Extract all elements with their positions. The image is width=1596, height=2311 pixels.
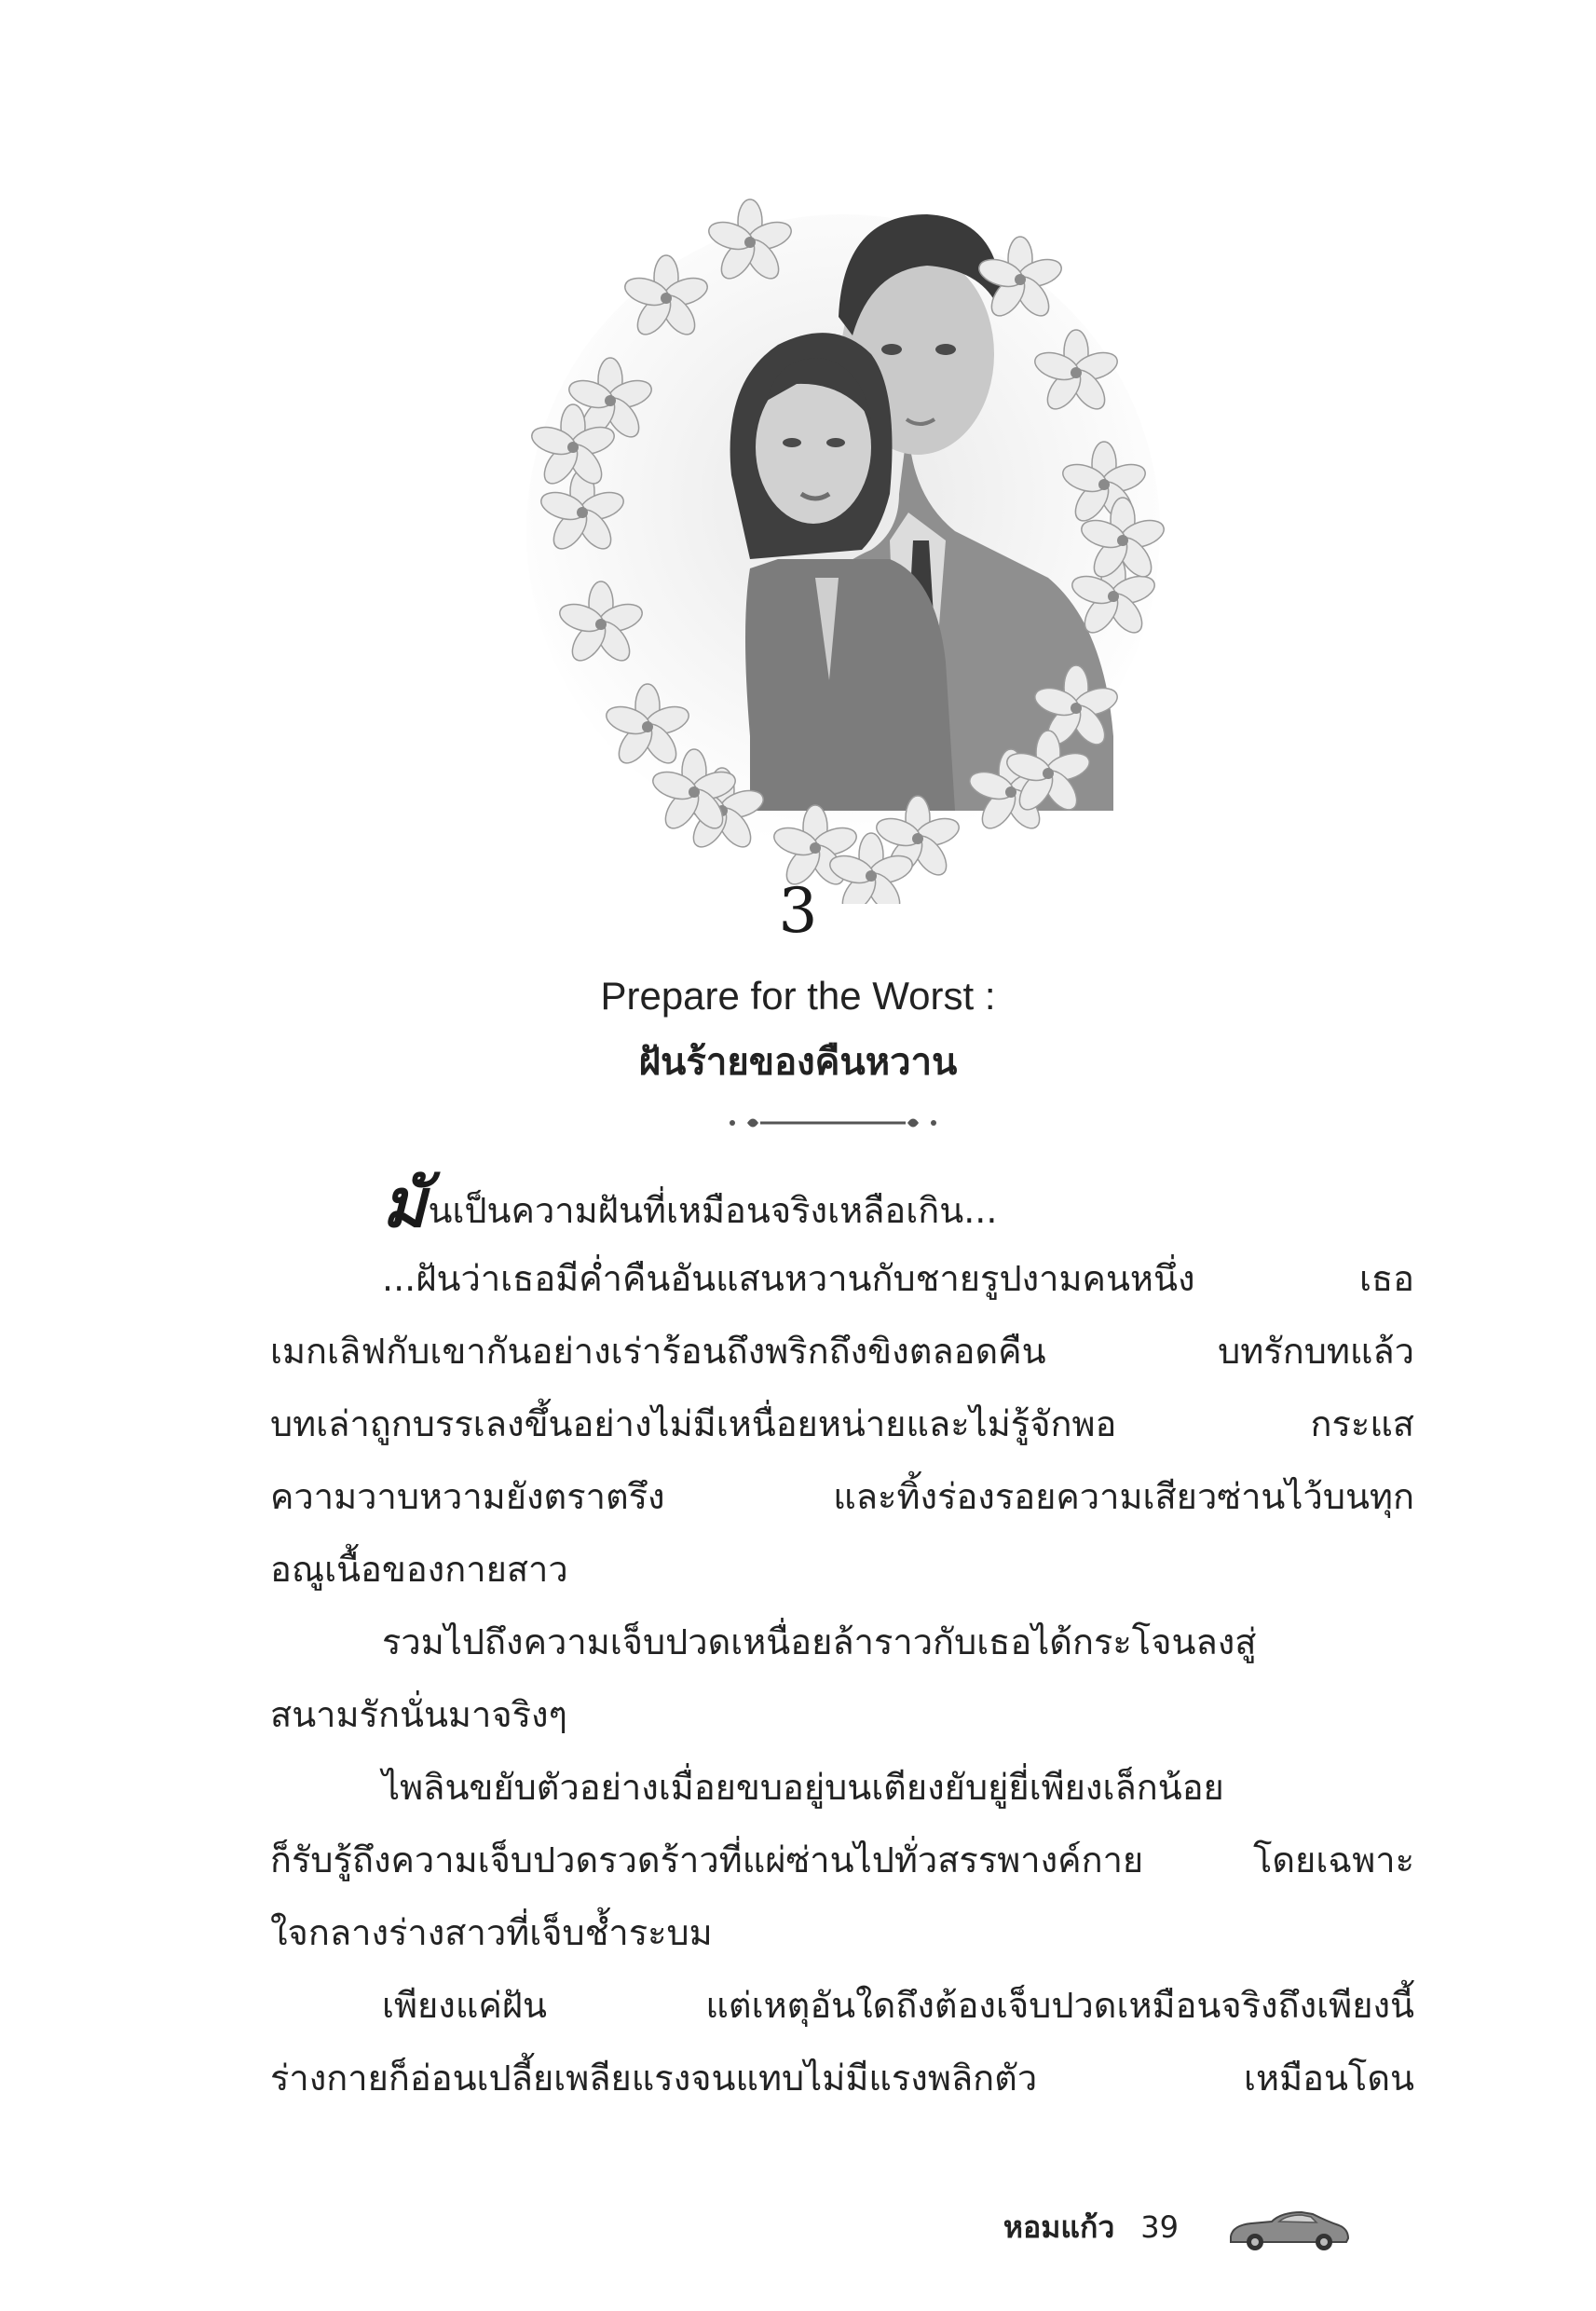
paragraph-line: รวมไปถึงความเจ็บปวดเหนื่อยล้าราวกับเธอได้กระโจนลงสู่ bbox=[382, 1621, 1257, 1662]
footer-author: หอมแก้ว bbox=[1003, 2208, 1115, 2245]
paragraph-line bbox=[270, 1163, 1414, 1242]
paragraph-line: ...ฝันว่าเธอมีค่ำคืนอันแสนหวานกับชายรูปงามคนหนึ่ง เธอ bbox=[382, 1258, 1414, 1299]
page-number: 39 bbox=[1140, 2209, 1179, 2245]
chapter-title-thai: ฝันร้ายของคืนหวาน bbox=[638, 1041, 958, 1084]
convertible-car-icon bbox=[1223, 2201, 1354, 2253]
chapter-body-text bbox=[270, 1163, 1414, 2114]
floral-wreath-icon bbox=[471, 140, 1216, 904]
paragraph-line: ความวาบหวามยังตราตรึง และทิ้งร่องรอยความเสียวซ่านไว้บนทุก bbox=[270, 1476, 1414, 1517]
paragraph-line: ก็รับรู้ถึงความเจ็บปวดรวดร้าวที่แผ่ซ่านไปทั่วสรรพางค์กาย โดยเฉพาะ bbox=[270, 1839, 1414, 1880]
chapter-title-english: Prepare for the Worst : bbox=[600, 974, 996, 1018]
couple-portrait-illustration bbox=[471, 140, 1216, 904]
paragraph-line: ไพลินขยับตัวอย่างเมื่อยขบอยู่บนเตียงยับยู่ยี่เพียงเล็กน้อย bbox=[382, 1767, 1224, 1808]
line-text: นเป็นความฝันที่เหมือนจริงเหลือเกิน... bbox=[428, 1190, 998, 1231]
paragraph-line: เพียงแค่ฝัน แต่เหตุอันใดถึงต้องเจ็บปวดเหมือนจริงถึงเพียงนี้ bbox=[382, 1985, 1414, 2026]
drop-cap: มั bbox=[382, 1163, 427, 1242]
paragraph-line: ร่างกายก็อ่อนเปลี้ยเพลียแรงจนแทบไม่มีแรงพลิกตัว เหมือนโดน bbox=[270, 2058, 1414, 2099]
paragraph-line: เมกเลิฟกับเขากันอย่างเร่าร้อนถึงพริกถึงขิงตลอดคืน บทรักบทแล้ว bbox=[270, 1331, 1414, 1372]
paragraph-line: ใจกลางร่างสาวที่เจ็บช้ำระบม bbox=[270, 1912, 713, 1953]
chapter-number: 3 bbox=[778, 875, 818, 947]
decorative-divider-icon bbox=[727, 1109, 939, 1137]
paragraph-line: อณูเนื้อของกายสาว bbox=[270, 1549, 568, 1590]
paragraph-line: บทเล่าถูกบรรเลงขึ้นอย่างไม่มีเหนื่อยหน่ายและไม่รู้จักพอ กระแส bbox=[270, 1403, 1414, 1444]
page-footer bbox=[1003, 2199, 1354, 2255]
paragraph-line: สนามรักนั่นมาจริงๆ bbox=[270, 1694, 567, 1735]
